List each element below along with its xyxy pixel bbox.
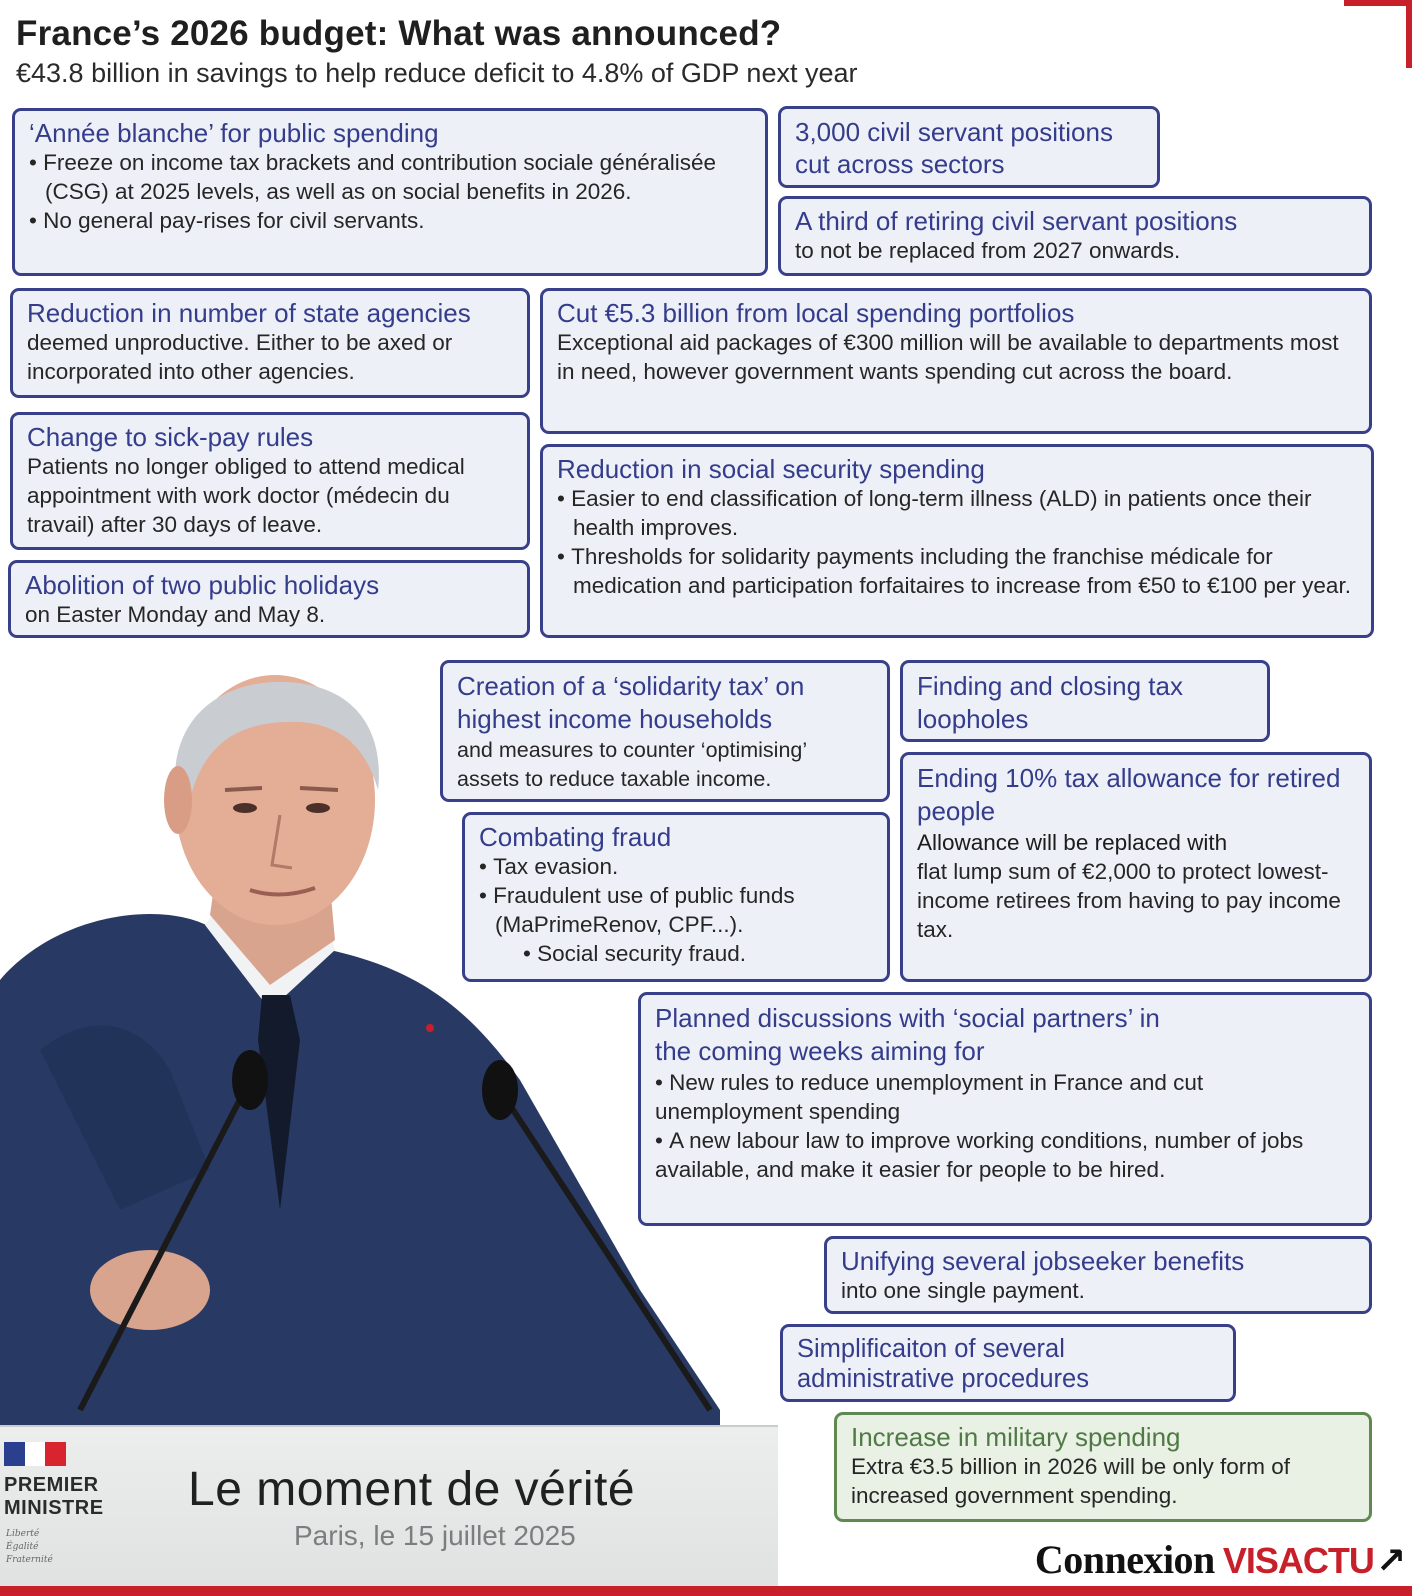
connexion-logo-text: Connexion <box>1034 1537 1215 1582</box>
box-combating-fraud <box>462 812 890 982</box>
box-title: Finding and closing tax loopholes <box>917 671 1183 734</box>
box-body: Extra €3.5 billion in 2026 will be only form of increased government spending. <box>851 1454 1290 1508</box>
box-title: A third of retiring civil servant positions <box>795 206 1238 236</box>
motto-line: Égalité <box>6 1542 39 1552</box>
box-admin-procedures <box>780 1324 1236 1402</box>
bullet-item: • Fraudulent use of public funds (MaPrimeRenov, CPF...). <box>479 881 873 939</box>
box-local-spending <box>540 288 1372 434</box>
box-civil-servant-cut <box>778 106 1160 188</box>
box-social-security <box>540 444 1374 638</box>
podium-title: Le moment de vérité <box>188 1463 636 1516</box>
box-title: Increase in military spending <box>851 1422 1181 1452</box>
podium-subtitle: Paris, le 15 juillet 2025 <box>294 1520 576 1551</box>
box-title: Simplificaiton of several administrative procedures <box>797 1335 1089 1393</box>
page-subtitle: €43.8 billion in savings to help reduce deficit to 4.8% of GDP next year <box>16 58 858 88</box>
bullet-list <box>479 852 873 968</box>
box-public-holidays <box>8 560 530 638</box>
org-line: PREMIER <box>4 1474 99 1496</box>
corner-mark <box>1344 0 1412 68</box>
bullet-item: • A new labour law to improve working conditions, number of jobs available, and make it easier for people to be hired. <box>655 1126 1355 1184</box>
box-retiring-positions <box>778 196 1372 276</box>
bullet-item: • Tax evasion. <box>479 852 873 881</box>
box-state-agencies <box>10 288 530 398</box>
box-social-partners <box>638 992 1372 1226</box>
motto-line: Fraternité <box>6 1555 53 1565</box>
box-title: Creation of a ‘solidarity tax’ on highest income households <box>457 671 805 734</box>
bottom-bar <box>0 1586 1412 1596</box>
box-title: Combating fraud <box>479 822 672 852</box>
box-tax-allowance <box>900 752 1372 982</box>
box-title: Reduction in social security spending <box>557 454 985 484</box>
box-solidarity-tax <box>440 660 890 802</box>
box-body: on Easter Monday and May 8. <box>25 602 326 627</box>
box-body: deemed unproductive. Either to be axed or incorporated into other agencies. <box>27 330 453 384</box>
bullet-list <box>655 1068 1355 1184</box>
bullet-item: • Freeze on income tax brackets and contribution sociale généralisée (CSG) at 2025 levels, as well as on social benefits in 2026. <box>29 148 751 206</box>
box-title: Planned discussions with ‘social partners’ in the coming weeks aiming for <box>655 1003 1160 1066</box>
bullet-item: • Social security fraud. <box>479 939 873 968</box>
bullet-list <box>29 148 751 235</box>
box-annee-blanche <box>12 108 768 276</box>
box-title: Cut €5.3 billion from local spending portfolios <box>557 298 1075 328</box>
box-sick-pay <box>10 412 530 550</box>
visactu-arrow-icon: ↗ <box>1375 1540 1406 1581</box>
bullet-item: • No general pay-rises for civil servants. <box>29 206 751 235</box>
box-title: Reduction in number of state agencies <box>27 298 471 328</box>
box-title: Ending 10% tax allowance for retired people <box>917 763 1341 826</box>
box-body: into one single payment. <box>841 1278 1085 1303</box>
box-title: Unifying several jobseeker benefits <box>841 1246 1245 1276</box>
box-body-bold: Allowance will be replaced with <box>917 830 1228 855</box>
box-body: Patients no longer obliged to attend medical appointment with work doctor (médecin du travail) after 30 days of leave. <box>27 454 465 537</box>
french-flag-icon <box>4 1442 66 1466</box>
bullet-item: • Thresholds for solidarity payments including the franchise médicale for medication and participation forfaitaires to increase from €50 to €100 per year. <box>557 542 1357 600</box>
org-line: MINISTRE <box>4 1497 104 1519</box>
box-title: Abolition of two public holidays <box>25 570 380 600</box>
box-jobseeker-benefits <box>824 1236 1372 1314</box>
bullet-item: • New rules to reduce unemployment in France and cut unemployment spending <box>655 1068 1355 1126</box>
box-body: Exceptional aid packages of €300 million will be available to departments most in need, however government wants spending cut across the board. <box>557 330 1339 384</box>
visactu-logo-text: VISACTU <box>1222 1540 1374 1581</box>
box-title: 3,000 civil servant positions cut across sectors <box>795 117 1113 179</box>
connexion-visactu-logo <box>1035 1536 1406 1583</box>
box-body: and measures to counter ‘optimising’ assets to reduce taxable income. <box>457 738 807 791</box>
motto-line: Liberté <box>6 1529 40 1539</box>
box-title: ‘Année blanche’ for public spending <box>29 118 439 148</box>
page-title: France’s 2026 budget: What was announced? <box>16 14 782 53</box>
premier-ministre-label <box>4 1474 104 1520</box>
box-title: Change to sick-pay rules <box>27 422 314 452</box>
box-military-spending <box>834 1412 1372 1522</box>
bullet-item: • Easier to end classification of long-term illness (ALD) in patients once their health improves. <box>557 484 1357 542</box>
bullet-list <box>557 484 1357 600</box>
box-body: to not be replaced from 2027 onwards. <box>795 238 1181 263</box>
republic-motto <box>6 1528 53 1567</box>
box-tax-loopholes <box>900 660 1270 742</box>
box-body: flat lump sum of €2,000 to protect lowest-income retirees from having to pay income tax. <box>917 859 1341 942</box>
